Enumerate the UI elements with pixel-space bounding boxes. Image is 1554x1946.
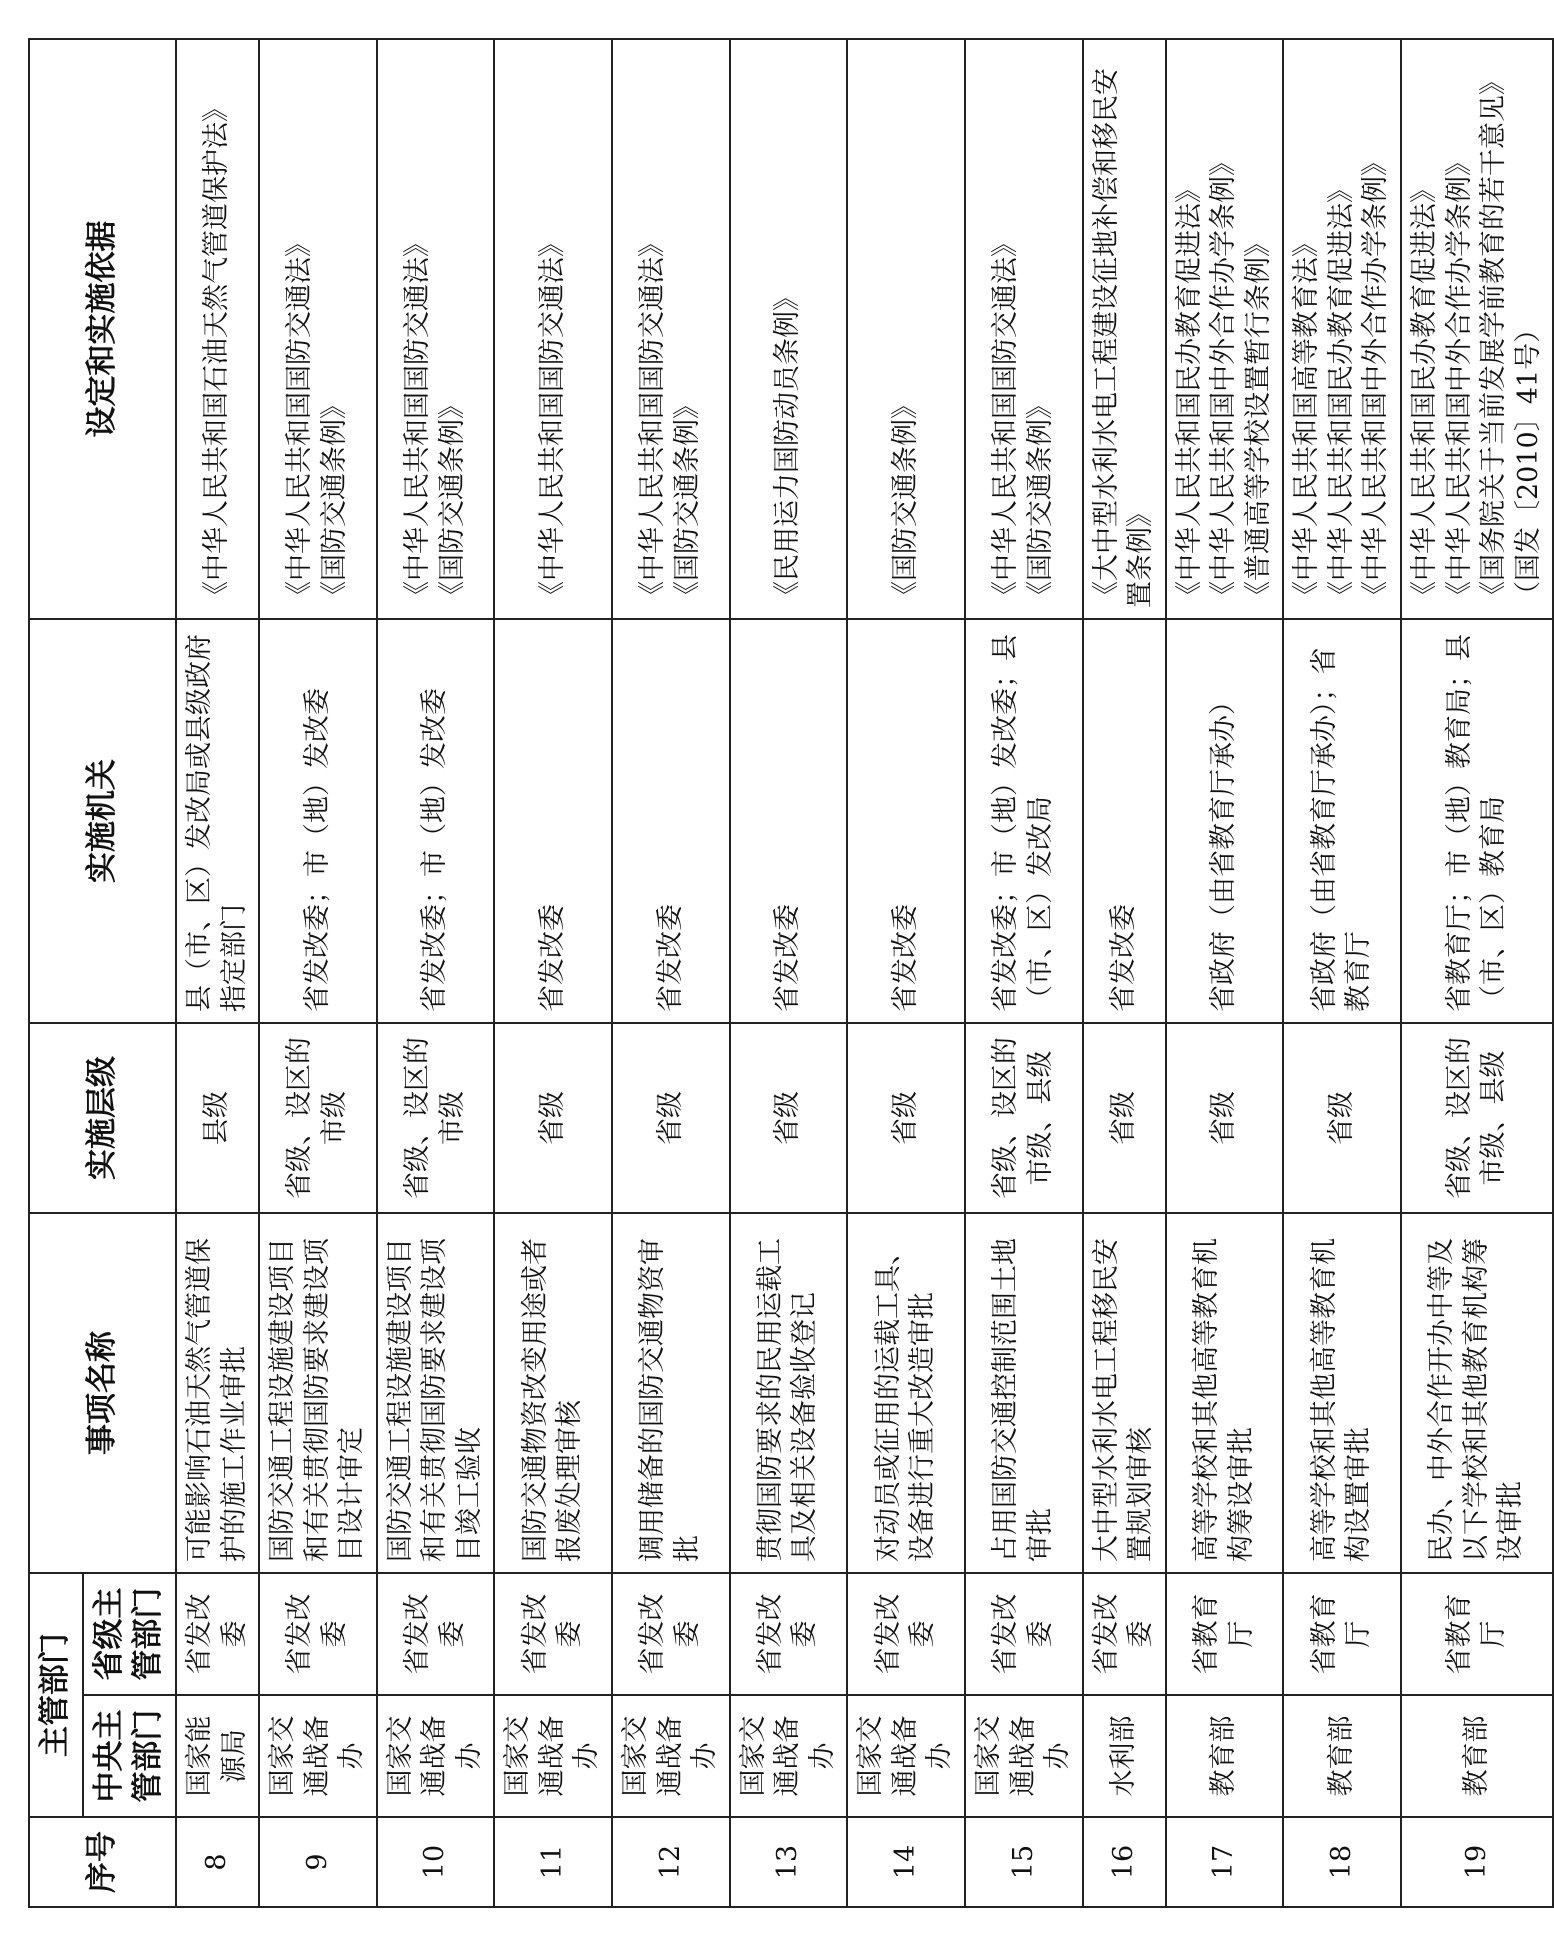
cell-agency: 省发改委；市（地）发改委 [377, 619, 495, 1023]
cell-agency: 省发改委 [494, 619, 612, 1023]
cell-item: 占用国防交通控制范围土地审批 [965, 1213, 1083, 1573]
cell-provincial: 省教育厅 [1283, 1573, 1401, 1695]
approval-items-table [28, 38, 1554, 1908]
cell-seq: 19 [1401, 1817, 1553, 1907]
table-body [176, 39, 1553, 1907]
cell-basis [730, 39, 848, 619]
cell-seq: 14 [847, 1817, 965, 1907]
cell-item: 大中型水利水电工程移民安置规划审核 [1083, 1213, 1166, 1573]
cell-provincial: 省发改委 [259, 1573, 377, 1695]
basis-line: 《中华人民共和国国防交通法》 [402, 230, 434, 608]
table-row [1083, 39, 1166, 1907]
cell-seq: 13 [730, 1817, 848, 1907]
cell-basis [612, 39, 730, 619]
cell-agency: 省发改委；市（地）发改委 [259, 619, 377, 1023]
basis-line: 《中华人民共和国国防交通法》 [637, 230, 669, 608]
cell-provincial: 省发改委 [176, 1573, 259, 1695]
cell-seq: 12 [612, 1817, 730, 1907]
cell-item: 对动员或征用的运载工具、设备进行重大改造审批 [847, 1213, 965, 1573]
cell-basis [259, 39, 377, 619]
header-basis: 设定和实施依据 [29, 39, 176, 619]
cell-seq: 9 [259, 1817, 377, 1907]
cell-central: 国家交通战备办 [259, 1695, 377, 1817]
cell-central: 国家交通战备办 [965, 1695, 1083, 1817]
cell-level: 省级 [1083, 1023, 1166, 1213]
cell-basis [1083, 39, 1166, 619]
basis-line: 《中华人民共和国民办教育促进法》 [1173, 176, 1205, 608]
table-row [730, 39, 848, 1907]
cell-central: 国家交通战备办 [847, 1695, 965, 1817]
header-provincial: 省级主管部门 [83, 1573, 176, 1695]
cell-item: 国防交通物资改变用途或者报废处理审核 [494, 1213, 612, 1573]
cell-item: 贯彻国防要求的民用运载工具及相关设备验收登记 [730, 1213, 848, 1573]
cell-central: 国家交通战备办 [494, 1695, 612, 1817]
basis-line: 《国务院关于当前发展学前教育的若干意见》（国发〔2010〕41号） [1478, 68, 1544, 608]
basis-line: 《国防交通条例》 [436, 392, 468, 608]
cell-agency: 省发改委 [730, 619, 848, 1023]
cell-central: 国家交通战备办 [377, 1695, 495, 1817]
cell-provincial: 省发改委 [1083, 1573, 1166, 1695]
basis-line: 《普通高等学校设置暂行条例》 [1242, 230, 1274, 608]
cell-central: 水利部 [1083, 1695, 1166, 1817]
basis-line: 《大中型水利水电工程建设征地补偿和移民安置条例》 [1090, 68, 1157, 608]
table-row [612, 39, 730, 1907]
cell-seq: 11 [494, 1817, 612, 1907]
cell-agency: 省发改委 [1083, 619, 1166, 1023]
cell-level: 省级 [847, 1023, 965, 1213]
cell-basis [1401, 39, 1553, 619]
table-row [259, 39, 377, 1907]
cell-item: 高等学校和其他高等教育机构设置审批 [1283, 1213, 1401, 1573]
basis-line: 《中华人民共和国国防交通法》 [536, 230, 568, 608]
basis-line: 《国防交通条例》 [318, 392, 350, 608]
cell-level: 省级、设区的市级 [377, 1023, 495, 1213]
cell-agency: 省教育厅；市（地）教育局；县（市、区）教育局 [1401, 619, 1553, 1023]
cell-level: 省级 [1166, 1023, 1284, 1213]
table-row [1166, 39, 1284, 1907]
basis-line: 《国防交通条例》 [671, 392, 703, 608]
table-row [494, 39, 612, 1907]
cell-seq: 17 [1166, 1817, 1284, 1907]
cell-agency: 省发改委 [847, 619, 965, 1023]
cell-agency: 省发改委 [612, 619, 730, 1023]
basis-line: 《国防交通条例》 [889, 392, 921, 608]
cell-level: 省级 [730, 1023, 848, 1213]
header-dept-group: 主管部门 [29, 1573, 83, 1817]
basis-line: 《民用运力国防动员条例》 [772, 284, 804, 608]
cell-level: 省级、设区的市级 [259, 1023, 377, 1213]
basis-line: 《中华人民共和国民办教育促进法》 [1408, 176, 1440, 608]
table-row [847, 39, 965, 1907]
table-row [176, 39, 259, 1907]
cell-basis [847, 39, 965, 619]
cell-seq: 10 [377, 1817, 495, 1907]
cell-central: 国家交通战备办 [730, 1695, 848, 1817]
cell-agency: 省政府（由省教育厅承办）；省教育厅 [1283, 619, 1401, 1023]
basis-line: 《中华人民共和国国防交通法》 [284, 230, 316, 608]
cell-item: 国防交通工程设施建设项目和有关贯彻国防要求建设项目竣工验收 [377, 1213, 495, 1573]
table-row [1401, 39, 1553, 1907]
header-seq: 序号 [29, 1817, 176, 1907]
cell-level: 县级 [176, 1023, 259, 1213]
cell-agency: 省发改委；市（地）发改委；县（市、区）发改局 [965, 619, 1083, 1023]
basis-line: 《中华人民共和国中外合作办学条例》 [1443, 149, 1475, 608]
cell-seq: 15 [965, 1817, 1083, 1907]
basis-line: 《中华人民共和国中外合作办学条例》 [1360, 149, 1392, 608]
cell-provincial: 省发改委 [965, 1573, 1083, 1695]
cell-provincial: 省教育厅 [1401, 1573, 1553, 1695]
cell-provincial: 省教育厅 [1166, 1573, 1284, 1695]
header-item: 事项名称 [29, 1213, 176, 1573]
cell-item: 民办、中外合作开办中等及以下学校和其他教育机构筹设审批 [1401, 1213, 1553, 1573]
cell-item: 可能影响石油天然气管道保护的施工作业审批 [176, 1213, 259, 1573]
table-row [1283, 39, 1401, 1907]
cell-item: 国防交通工程设施建设项目和有关贯彻国防要求建设项目设计审定 [259, 1213, 377, 1573]
header-row-1 [29, 39, 83, 1907]
cell-provincial: 省发改委 [494, 1573, 612, 1695]
cell-level: 省级 [1283, 1023, 1401, 1213]
cell-agency: 省政府（由省教育厅承办） [1166, 619, 1284, 1023]
basis-line: 《国防交通条例》 [1024, 392, 1056, 608]
cell-central: 教育部 [1283, 1695, 1401, 1817]
basis-line: 《中华人民共和国民办教育促进法》 [1325, 176, 1357, 608]
cell-basis [1166, 39, 1284, 619]
cell-central: 国家能源局 [176, 1695, 259, 1817]
cell-seq: 16 [1083, 1817, 1166, 1907]
cell-basis [1283, 39, 1401, 619]
cell-provincial: 省发改委 [847, 1573, 965, 1695]
cell-provincial: 省发改委 [730, 1573, 848, 1695]
cell-central: 国家交通战备办 [612, 1695, 730, 1817]
cell-basis [176, 39, 259, 619]
cell-basis [965, 39, 1083, 619]
header-central: 中央主管部门 [83, 1695, 176, 1817]
cell-provincial: 省发改委 [377, 1573, 495, 1695]
cell-level: 省级 [494, 1023, 612, 1213]
cell-basis [377, 39, 495, 619]
header-level: 实施层级 [29, 1023, 176, 1213]
cell-basis [494, 39, 612, 619]
cell-seq: 18 [1283, 1817, 1401, 1907]
table-row [377, 39, 495, 1907]
cell-provincial: 省发改委 [612, 1573, 730, 1695]
basis-line: 《中华人民共和国中外合作办学条例》 [1208, 149, 1240, 608]
cell-item: 高等学校和其他高等教育机构筹设审批 [1166, 1213, 1284, 1573]
cell-level: 省级 [612, 1023, 730, 1213]
cell-agency: 县（市、区）发改局或县级政府指定部门 [176, 619, 259, 1023]
cell-seq: 8 [176, 1817, 259, 1907]
cell-central: 教育部 [1401, 1695, 1553, 1817]
cell-level: 省级、设区的市级、县级 [1401, 1023, 1553, 1213]
basis-line: 《中华人民共和国石油天然气管道保护法》 [201, 95, 233, 608]
basis-line: 《中华人民共和国国防交通法》 [990, 230, 1022, 608]
cell-level: 省级、设区的市级、县级 [965, 1023, 1083, 1213]
header-agency: 实施机关 [29, 619, 176, 1023]
cell-central: 教育部 [1166, 1695, 1284, 1817]
table-row [965, 39, 1083, 1907]
basis-line: 《中华人民共和国高等教育法》 [1291, 230, 1323, 608]
cell-item: 调用储备的国防交通物资审批 [612, 1213, 730, 1573]
